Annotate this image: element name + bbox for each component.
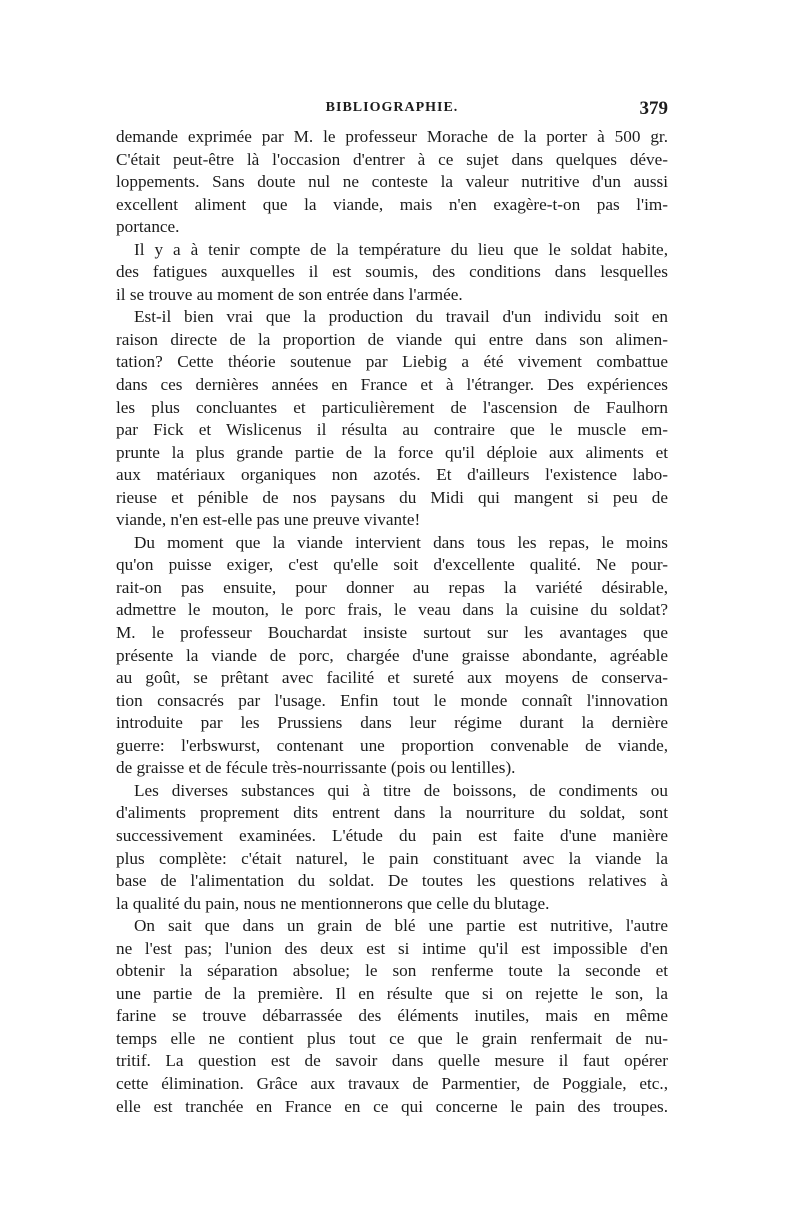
text-line: au goût, se prêtant avec facilité et sureté aux moyens de conserva- (116, 668, 668, 688)
text-line: Est-il bien vrai que la production du travail d'un individu soit en (134, 307, 668, 327)
text-line: rait-on pas ensuite, pour donner au repas la variété désirable, (116, 577, 668, 597)
text-line: loppements. Sans doute nul ne conteste la valeur nutritive d'un aussi (116, 172, 668, 192)
text-line: excellent aliment que la viande, mais n'en exagère-t-on pas l'im- (116, 194, 668, 214)
text-line: introduite par les Prussiens dans leur régime durant la dernière (116, 713, 668, 733)
text-line: obtenir la séparation absolue; le son renferme toute la seconde et (116, 961, 668, 981)
text-line: de graisse et de fécule très-nourrissante (pois ou lentilles). (116, 758, 516, 778)
text-line: ne l'est pas; l'union des deux est si intime qu'il est impossible d'en (116, 938, 668, 958)
header-title: BIBLIOGRAPHIE. (325, 100, 459, 115)
text-line: rieuse et pénible de nos paysans du Midi qui mangent si peu de (116, 487, 668, 507)
body-text (116, 126, 668, 1118)
text-line: demande exprimée par M. le professeur Morache de la porter à 500 gr. (116, 127, 668, 146)
text-line: les plus concluantes et particulièrement de l'ascension de Faulhorn (116, 397, 668, 417)
running-head (116, 98, 668, 122)
text-line: base de l'alimentation du soldat. De toutes les questions relatives à (116, 871, 668, 891)
text-line: d'aliments proprement dits entrent dans la nourriture du soldat, sont (116, 803, 668, 823)
text-line: elle est tranchée en France en ce qui concerne le pain des troupes. (116, 1096, 668, 1116)
text-line: il se trouve au moment de son entrée dans l'armée. (116, 284, 463, 304)
text-line: farine se trouve débarrassée des éléments inutiles, mais en même (116, 1006, 668, 1026)
text-line: Du moment que la viande intervient dans tous les repas, le moins (134, 532, 668, 552)
text-line: la qualité du pain, nous ne mentionnerons que celle du blutage. (116, 893, 550, 913)
text-line: présente la viande de porc, chargée d'une graisse abondante, agréable (116, 645, 668, 665)
text-line: temps elle ne contient plus tout ce que le grain renfermait de nu- (116, 1028, 668, 1048)
text-line: tation? Cette théorie soutenue par Liebig a été vivement combattue (116, 352, 668, 372)
text-line: raison directe de la proportion de viande qui entre dans son alimen- (116, 329, 668, 349)
text-line: par Fick et Wislicenus il résulta au contraire que le muscle em- (116, 420, 668, 440)
text-line: aux matériaux organiques non azotés. Et d'ailleurs l'existence labo- (116, 465, 668, 485)
text-line: des fatigues auxquelles il est soumis, des conditions dans lesquelles (116, 262, 668, 282)
text-line: plus complète: c'était naturel, le pain constituant avec la viande la (116, 848, 668, 868)
text-line: C'était peut-être là l'occasion d'entrer à ce sujet dans quelques déve- (116, 149, 668, 169)
text-line: guerre: l'erbswurst, contenant une proportion convenable de viande, (116, 735, 668, 755)
text-line: tion consacrés par l'usage. Enfin tout le monde connaît l'innovation (116, 690, 668, 710)
text-line: qu'on puisse exiger, c'est qu'elle soit d'excellente qualité. Ne pour- (116, 555, 668, 575)
text-line: successivement examinées. L'étude du pain est faite d'une manière (116, 825, 668, 845)
text-line: cette élimination. Grâce aux travaux de Parmentier, de Poggiale, etc., (116, 1073, 668, 1093)
text-line: M. le professeur Bouchardat insiste surtout sur les avantages que (116, 623, 668, 643)
text-line: prunte la plus grande partie de la force qu'il déploie aux aliments et (116, 442, 668, 462)
text-line: admettre le mouton, le porc frais, le veau dans la cuisine du soldat? (116, 600, 668, 620)
text-line: dans ces dernières années en France et à l'étranger. Des expériences (116, 375, 668, 395)
text-line: portance. (116, 217, 180, 237)
text-line: On sait que dans un grain de blé une partie est nutritive, l'autre (134, 916, 668, 936)
text-line: tritif. La question est de savoir dans quelle mesure il faut opérer (116, 1051, 668, 1071)
text-line: viande, n'en est-elle pas une preuve vivante! (116, 510, 421, 530)
text-line: une partie de la première. Il en résulte que si on rejette le son, la (116, 983, 668, 1003)
text-line: Les diverses substances qui à titre de boissons, de condiments ou (134, 780, 668, 800)
text-line: Il y a à tenir compte de la température du lieu que le soldat habite, (134, 239, 668, 259)
page-number: 379 (639, 98, 668, 119)
